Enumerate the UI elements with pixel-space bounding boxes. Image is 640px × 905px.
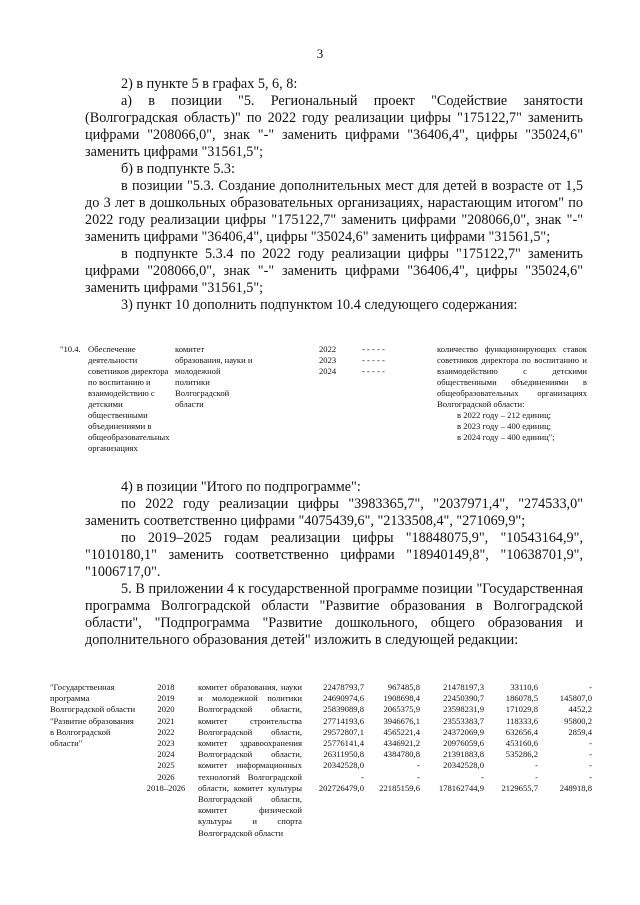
item-executor: комитет образования, науки и молодежной политики Волгоградской области — [175, 344, 253, 409]
cell: - — [589, 682, 592, 692]
cell: 21391883,8 — [443, 749, 484, 760]
value-column-5 — [540, 682, 592, 794]
cell: 29572807,1 — [323, 726, 364, 737]
cell: 23598231,9 — [443, 704, 484, 715]
item-number: "10.4. — [60, 344, 81, 354]
cell: 23553383,7 — [443, 715, 484, 726]
cell: 967485,8 — [387, 682, 420, 692]
cell: 145807,0 — [559, 693, 592, 704]
cell: - — [481, 771, 484, 782]
cell: 25839089,8 — [323, 704, 364, 715]
cell: 535286,2 — [505, 749, 538, 760]
cell: 20342528,0 — [443, 760, 484, 771]
cell: 20976059,6 — [443, 737, 484, 748]
cell: - — [589, 771, 592, 782]
cell: - — [417, 771, 420, 782]
cell: 171029,8 — [505, 704, 538, 715]
cell: 1908698,4 — [383, 693, 420, 704]
dash-row: - - - - - — [362, 344, 385, 354]
paragraph: 5. В приложении 4 к государственной программе позиции "Государственная программа Волгоградской области "Развитие образования в Волгоградской области", "Подпрограмма "Развитие дошкольного, общего образования и дополнительного образования детей" изложить в следующей редакции: — [85, 581, 583, 648]
dash-row: - - - - - — [362, 366, 385, 376]
cell: - — [535, 771, 538, 782]
cell: 25776141,4 — [323, 737, 364, 748]
cell: 2859,4 — [568, 726, 592, 737]
year: 2020 — [157, 704, 175, 715]
cell: 3946676,1 — [383, 715, 420, 726]
amendments-mid — [85, 479, 583, 649]
dash-row: - - - - - — [362, 355, 385, 365]
cell: - — [589, 749, 592, 760]
cell: 22450390,7 — [443, 693, 484, 704]
year: 2024 — [157, 749, 175, 760]
cell: 4384780,8 — [383, 749, 420, 760]
cell: - — [417, 760, 420, 771]
indicator-item: в 2024 году – 400 единиц"; — [457, 432, 555, 442]
cell: 21478197,3 — [443, 682, 484, 692]
paragraph: по 2022 году реализации цифры "3983365,7", "2037971,4", "274533,0" заменить соответственно цифрами "4075439,6", "2133508,4", "271069,9"; — [85, 496, 583, 529]
cell: - — [535, 760, 538, 771]
cell: 22185159,6 — [379, 782, 420, 793]
item-name: Обеспечение деятельности советников директора по воспитанию и взаимодействию с детскими общественными объединениями в общеобразовательных организациях — [88, 344, 170, 453]
cell: 2129655,7 — [501, 782, 538, 793]
year: 2019 — [157, 693, 175, 704]
item-dashes — [362, 344, 432, 377]
cell: 95800,2 — [564, 715, 592, 726]
paragraph: в подпункте 5.3.4 по 2022 году реализации цифры "175122,7" заменить цифрами "208066,0", знак "-" заменить цифрами "36406,4", цифры "35024,6" заменить цифрами "31561,5"; — [85, 246, 583, 296]
cell: 118333,6 — [506, 715, 538, 726]
cell: 22478793,7 — [323, 682, 364, 692]
year: 2018 — [157, 682, 175, 692]
item-years — [319, 344, 353, 377]
cell: 248918,8 — [559, 782, 592, 793]
paragraph: 4) в позиции "Итого по подпрограмме": — [121, 479, 361, 495]
cell: 24690974,6 — [323, 693, 364, 704]
cell: 27714193,6 — [323, 715, 364, 726]
year: 2022 — [157, 726, 175, 737]
value-column-4 — [484, 682, 538, 794]
program-name: "Государственная программа Волгоградской области "Развитие образования в Волгоградской области" — [50, 682, 136, 749]
cell: 4565221,4 — [383, 726, 420, 737]
cell: 202726479,0 — [318, 782, 364, 793]
paragraph: по 2019–2025 годам реализации цифры "18848075,9", "10543164,9", "1010180,1" заменить соответственно цифрами "18940149,8", "10638701,9", "1006717,0". — [85, 530, 583, 580]
cell: 453160,6 — [505, 737, 538, 748]
cell: 24372069,9 — [443, 726, 484, 737]
paragraph: а) в позиции "5. Региональный проект "Содействие занятости (Волгоградская область)" по 2022 году реализации цифры "175122,7" заменить цифрами "208066,0", знак "-" заменить цифрами "36406,4", цифры "35024,6" заменить цифрами "31561,5"; — [85, 93, 583, 160]
paragraph: 3) пункт 10 дополнить подпунктом 10.4 следующего содержания: — [121, 297, 518, 313]
years-column — [136, 682, 196, 794]
cell: 26311950,8 — [323, 749, 364, 760]
page-number: 3 — [316, 46, 324, 61]
amendments-top — [85, 76, 583, 314]
indicator-text: количество функционирующих ставок советников директора по воспитанию и взаимодействию с детскими общественными объединениями в общеобразовательных организациях Волгоградской области: — [437, 344, 587, 409]
year: 2021 — [157, 715, 175, 726]
cell: 4346921,2 — [383, 737, 420, 748]
cell: 20342528,0 — [323, 760, 364, 771]
cell: - — [361, 771, 364, 782]
item-indicator — [437, 344, 587, 443]
value-column-1 — [304, 682, 364, 794]
cell: 178162744,9 — [438, 782, 484, 793]
value-column-3 — [420, 682, 484, 794]
cell: 4452,2 — [568, 704, 592, 715]
cell: 186078,5 — [505, 693, 538, 704]
cell: 33110,6 — [510, 682, 538, 692]
paragraph: б) в подпункте 5.3: — [121, 161, 235, 177]
value-column-2 — [364, 682, 420, 794]
cell: 2065375,9 — [383, 704, 420, 715]
cell: - — [589, 737, 592, 748]
year: 2026 — [157, 771, 175, 782]
cell: - — [589, 760, 592, 771]
paragraph: 2) в пункте 5 в графах 5, 6, 8: — [121, 76, 298, 92]
indicator-item: в 2023 году – 400 единиц; — [457, 421, 552, 431]
indicator-item: в 2022 году – 212 единиц; — [457, 410, 552, 420]
year: 2022 — [319, 344, 337, 354]
year: 2023 — [157, 737, 175, 748]
year: 2018–2026 — [146, 782, 186, 793]
paragraph: в позиции "5.3. Создание дополнительных мест для детей в возрасте от 1,5 до 3 лет в дошкольных образовательных организациях, нарастающим итогом" по 2022 году реализации цифры "175122,7" заменить цифрами "208066,0", знак "-" заменить цифрами "36406,4", цифры "35024,6" заменить цифрами "31561,5"; — [85, 178, 583, 245]
year: 2023 — [319, 355, 337, 365]
cell: 632656,4 — [505, 726, 538, 737]
year: 2024 — [319, 366, 337, 376]
executors: комитет образования, науки и молодежной политики Волгоградской области, комитет строительства Волгоградской области, комитет здравоохранения Волгоградской области, комитет информационных технологий Волгоградской области, комитет культуры Волгоградской области, комитет физической культуры и спорта Волгоградской области — [198, 682, 302, 838]
year: 2025 — [157, 760, 175, 771]
